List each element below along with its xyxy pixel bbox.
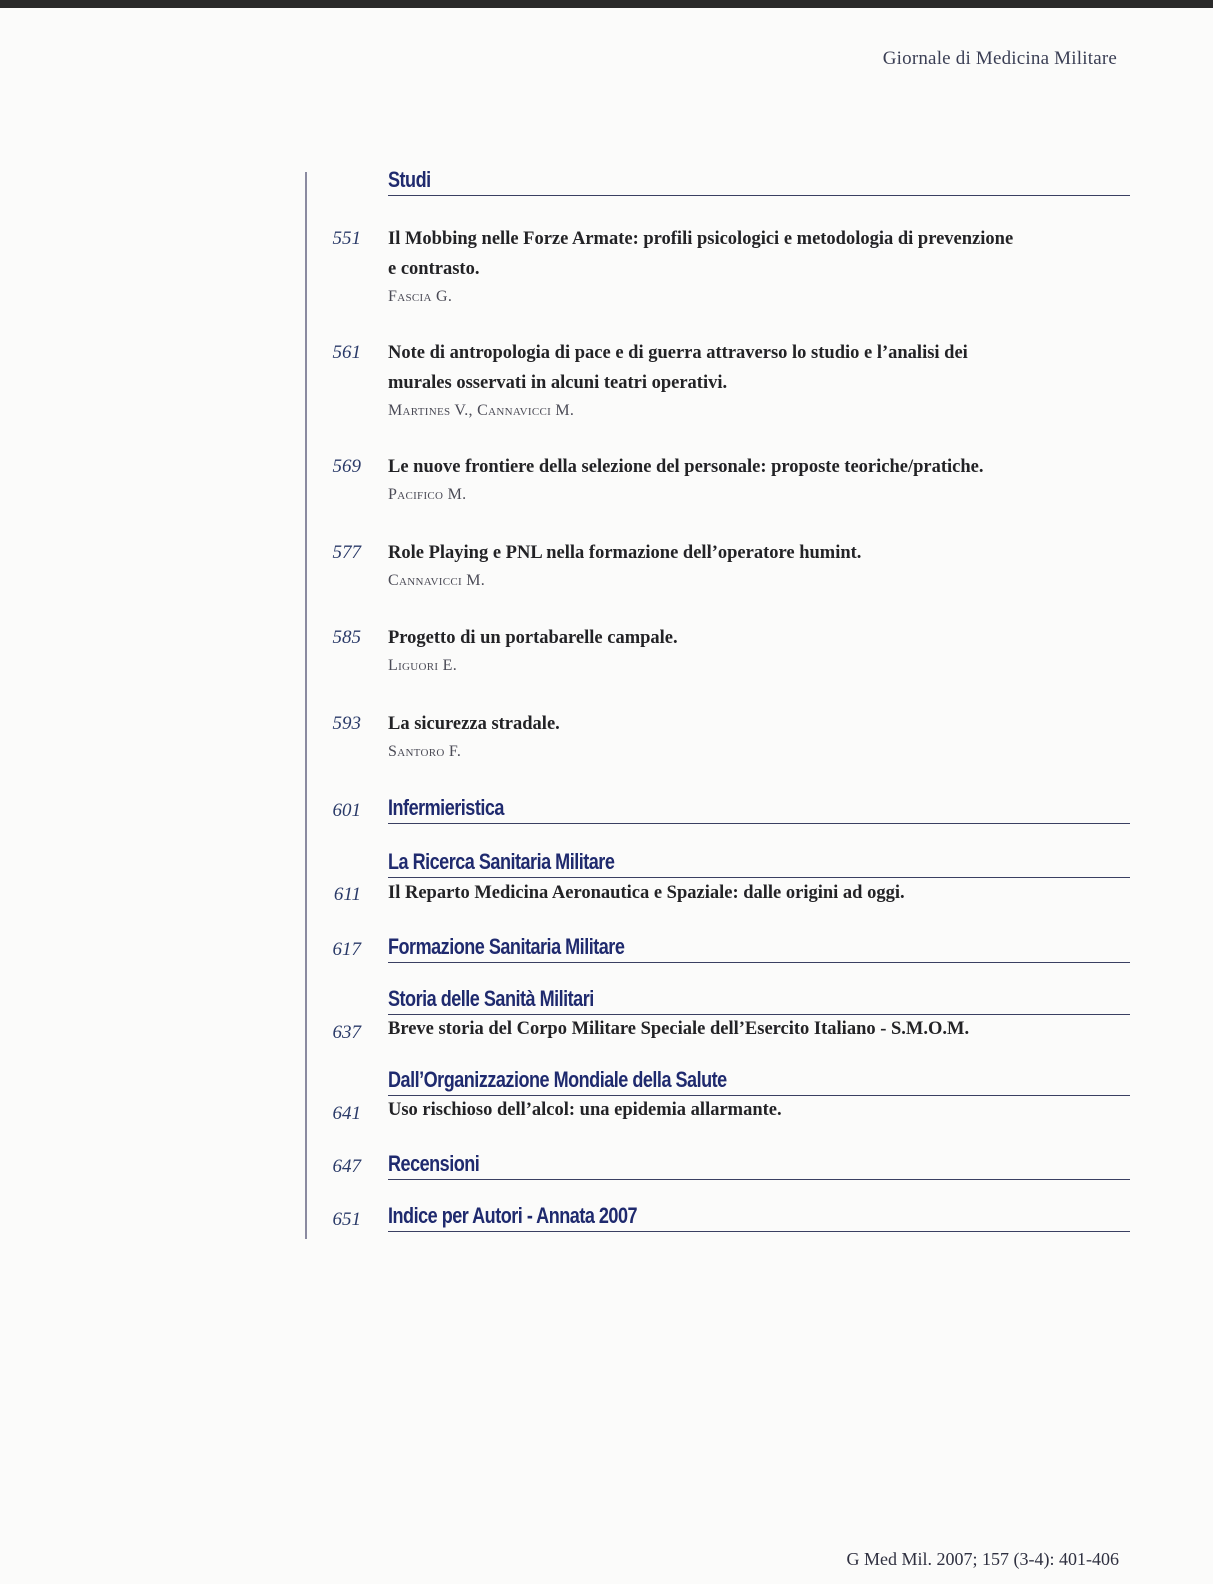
section-heading-storia: Storia delle Sanità Militari bbox=[388, 985, 1130, 1015]
footer-citation: G Med Mil. 2007; 157 (3-4): 401-406 bbox=[846, 1549, 1119, 1569]
page-number: 585 bbox=[332, 627, 361, 648]
journal-title: Giornale di Medicina Militare bbox=[882, 48, 1117, 69]
entry-author: Fascia G. bbox=[388, 288, 453, 305]
section-heading-studi: Studi bbox=[388, 166, 1130, 196]
section-heading-formazione: Formazione Sanitaria Militare bbox=[388, 933, 1130, 963]
page-number: 611 bbox=[333, 884, 361, 905]
section-heading-recensioni: Recensioni bbox=[388, 1150, 1130, 1180]
entry-author: Pacifico M. bbox=[388, 486, 467, 503]
page-number: 617 bbox=[332, 939, 361, 960]
section-heading-oms: Dall’Organizzazione Mondiale della Salute bbox=[388, 1066, 1130, 1096]
page-number: 601 bbox=[332, 800, 361, 821]
page-number: 641 bbox=[332, 1103, 361, 1124]
section-heading-ricerca: La Ricerca Sanitaria Militare bbox=[388, 848, 1130, 878]
entry-title: Le nuove frontiere della selezione del personale: proposte teoriche/pratiche. bbox=[388, 457, 984, 477]
section-heading-indice: Indice per Autori - Annata 2007 bbox=[388, 1202, 1130, 1232]
entry-title: Uso rischioso dell’alcol: una epidemia allarmante. bbox=[388, 1100, 782, 1120]
page-number: 551 bbox=[332, 228, 361, 249]
top-edge-bar bbox=[0, 0, 1213, 8]
page-number: 637 bbox=[332, 1022, 361, 1043]
entry-title: Breve storia del Corpo Militare Speciale dell’Esercito Italiano - S.M.O.M. bbox=[388, 1019, 970, 1039]
vertical-rule bbox=[305, 172, 307, 1239]
entry-author: Cannavicci M. bbox=[388, 572, 486, 589]
page-number: 647 bbox=[332, 1156, 361, 1177]
entry-title: Progetto di un portabarelle campale. bbox=[388, 628, 678, 648]
entry-title: Note di antropologia di pace e di guerra attraverso lo studio e l’analisi dei murales osservati in alcuni teatri operativi. bbox=[388, 343, 968, 393]
entry-author: Martines V., Cannavicci M. bbox=[388, 402, 575, 419]
page-number: 561 bbox=[332, 342, 361, 363]
entry-title: Role Playing e PNL nella formazione dell’operatore humint. bbox=[388, 543, 862, 563]
entry-author: Liguori E. bbox=[388, 657, 458, 674]
page-number: 593 bbox=[332, 713, 361, 734]
section-heading-infermieristica: Infermieristica bbox=[388, 794, 1130, 824]
entry-title: La sicurezza stradale. bbox=[388, 714, 560, 734]
entry-author: Santoro F. bbox=[388, 743, 462, 760]
page-number: 577 bbox=[332, 542, 361, 563]
page-number: 651 bbox=[332, 1209, 361, 1230]
entry-title: Il Mobbing nelle Forze Armate: profili psicologici e metodologia di prevenzione e contrasto. bbox=[388, 229, 1014, 279]
page-number: 569 bbox=[332, 456, 361, 477]
entry-title: Il Reparto Medicina Aeronautica e Spaziale: dalle origini ad oggi. bbox=[388, 883, 905, 903]
